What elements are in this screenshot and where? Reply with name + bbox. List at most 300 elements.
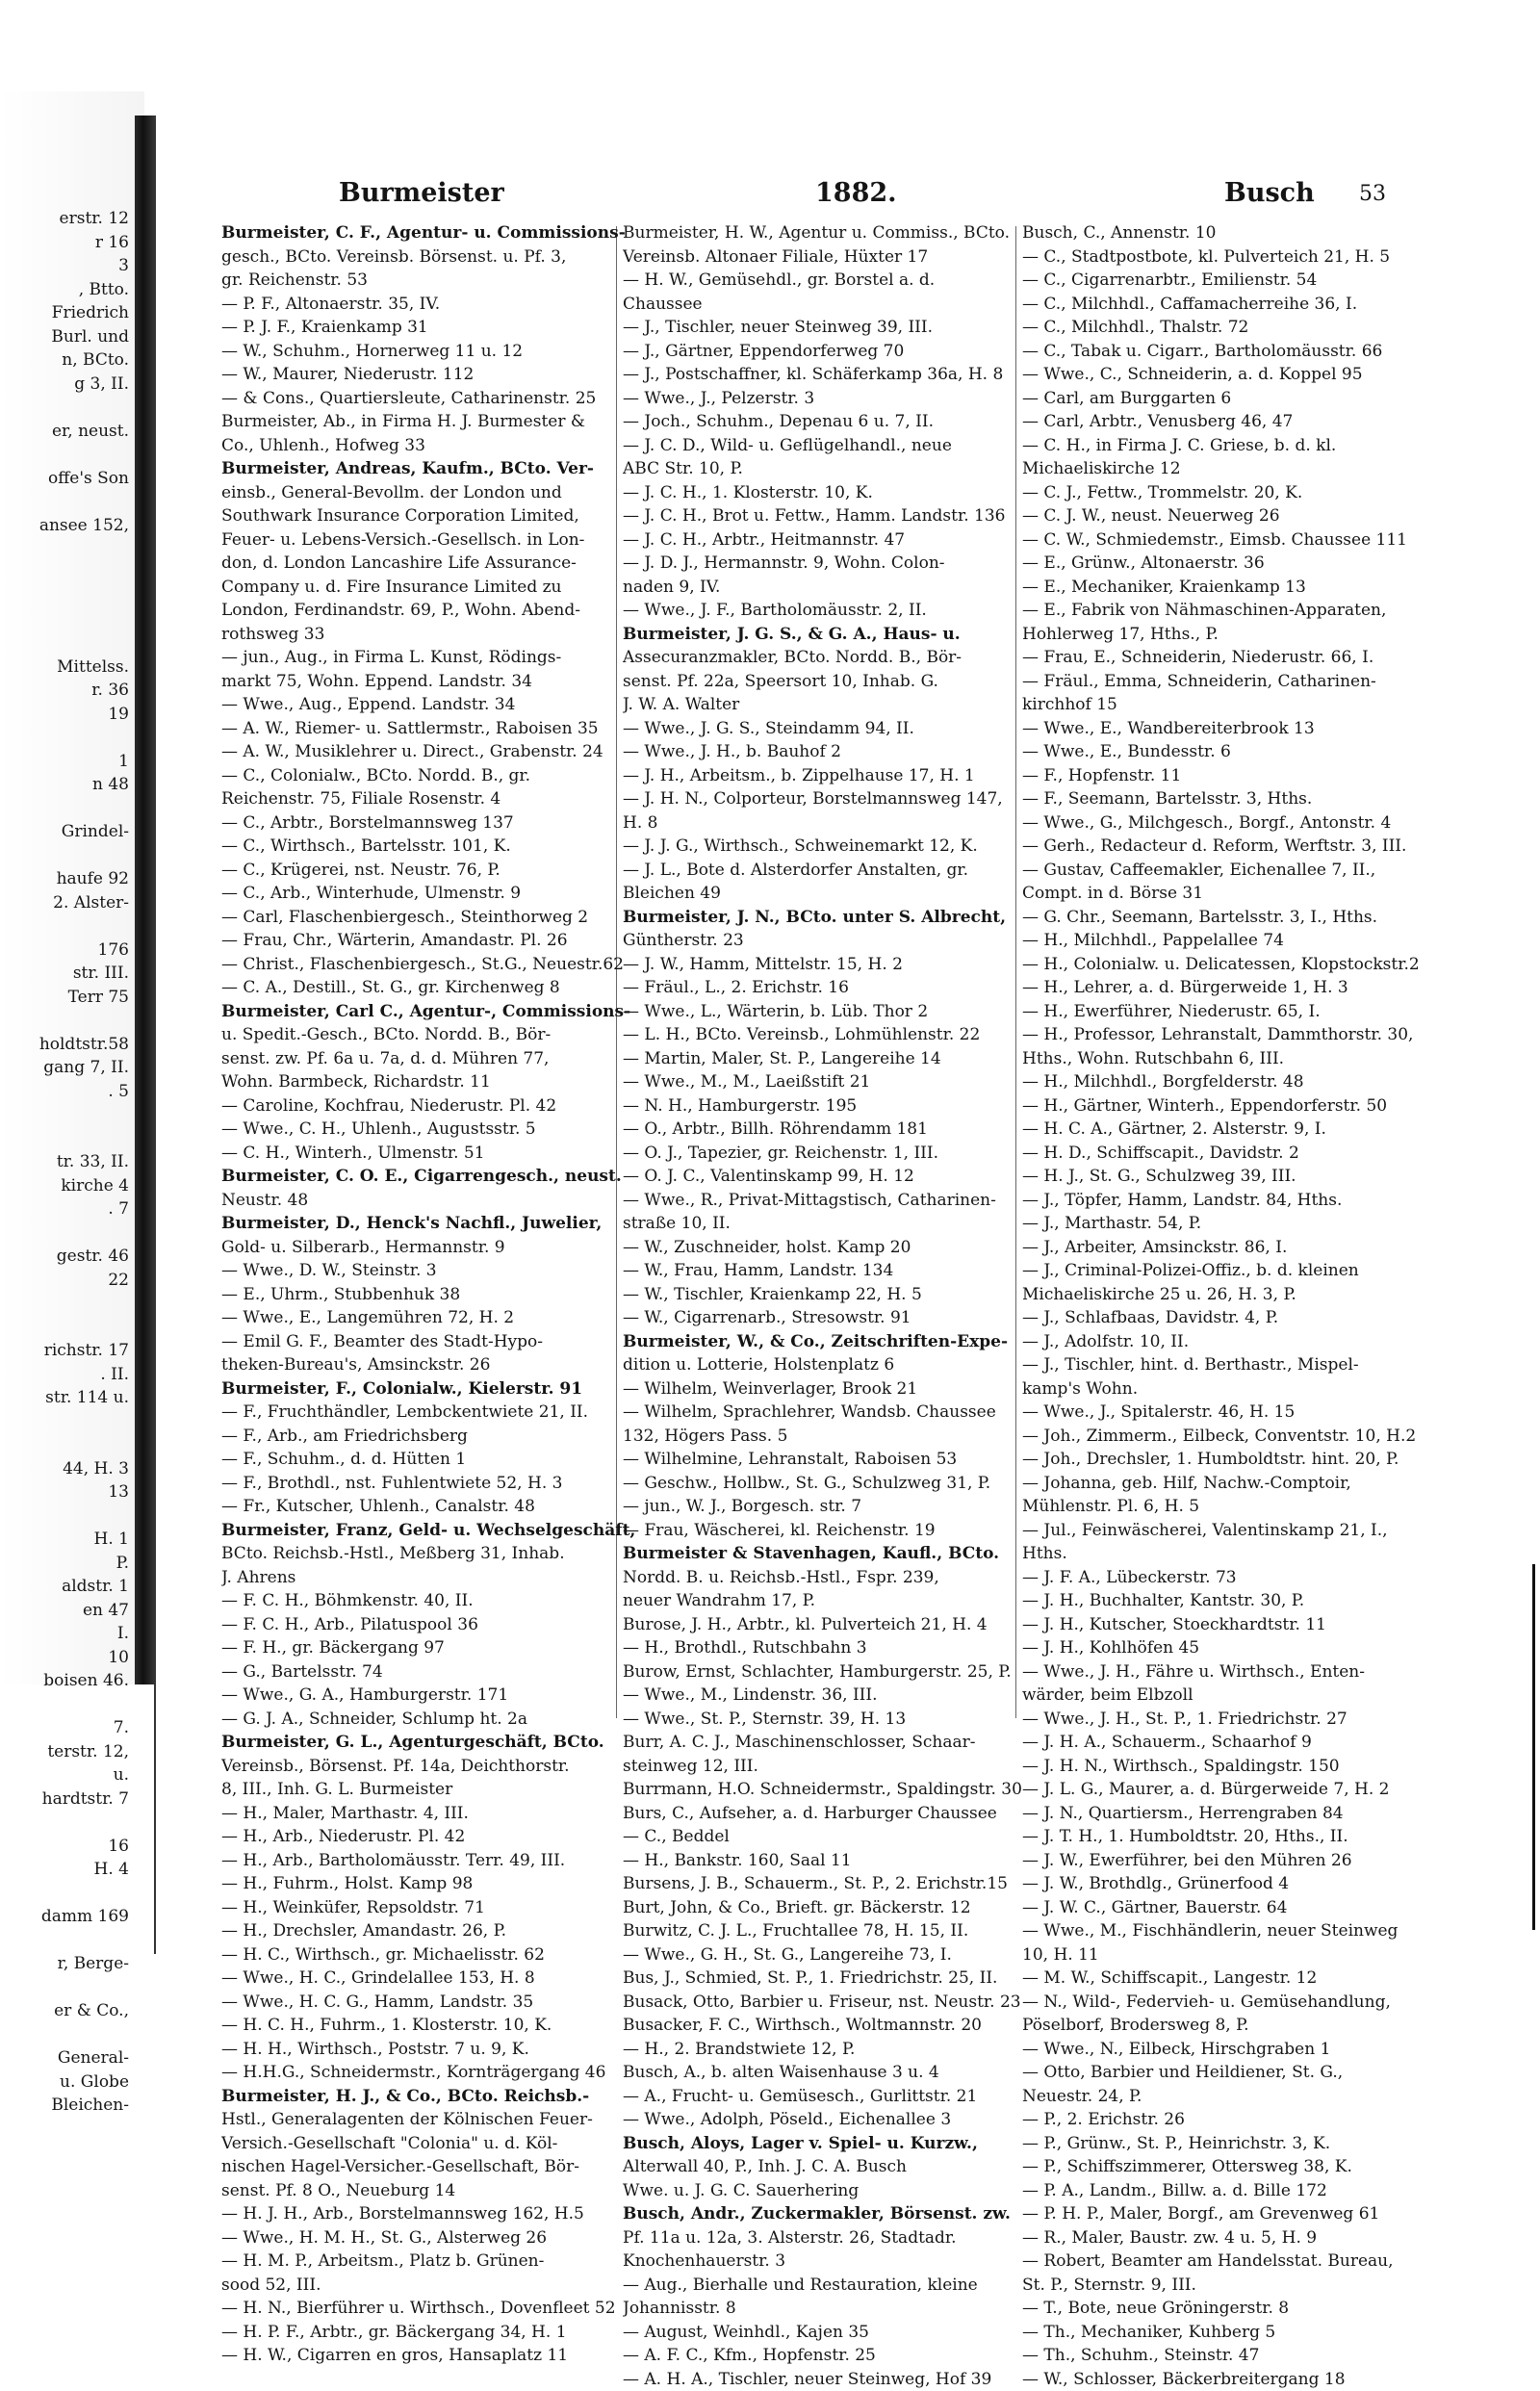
previous-page-line: ansee 152, [0,514,135,538]
directory-entry-line: — C., Wirthsch., Bartelsstr. 101, K. [221,835,659,859]
directory-entry-line: — H., Brothdl., Rutschbahn 3 [623,1636,1061,1660]
directory-entry-line: — H. N., Bierführer u. Wirthsch., Dovenfleet 52 [221,2297,659,2321]
previous-page-line: en 47 [0,1599,135,1623]
directory-entry-line: — N., Wild-, Federvieh- u. Gemüsehandlung, [1022,1991,1465,2015]
previous-page-line: 10 [0,1646,135,1670]
directory-entry-line: — J., Postschaffner, kl. Schäferkamp 36a, H. 8 [623,363,1061,387]
directory-entry-line: Wwe. u. J. G. C. Sauerhering [623,2179,1061,2203]
directory-entry-line: — J. H. N., Wirthsch., Spaldingstr. 150 [1022,1755,1465,1779]
directory-entry-line: — Wwe., G. H., St. G., Langereihe 73, I. [623,1943,1061,1967]
directory-entry-line: — Joh., Drechsler, 1. Humboldtstr. hint. 20, P. [1022,1448,1465,1472]
directory-entry-line: — Wwe., J., Pelzerstr. 3 [623,387,1061,411]
directory-entry-line: Hths. [1022,1542,1465,1566]
directory-entry-line: — Geschw., Hollbw., St. G., Schulzweg 31, P. [623,1472,1061,1496]
directory-entry-line: Busch, Andr., Zuckermakler, Börsenst. zw. [623,2202,1061,2226]
directory-entry-line: — J. L. G., Maurer, a. d. Bürgerweide 7, H. 2 [1022,1778,1465,1802]
previous-page-line: 19 [0,703,135,727]
directory-entry-line: straße 10, II. [623,1212,1061,1236]
directory-entry-line: — F. H., gr. Bäckergang 97 [221,1636,659,1660]
directory-entry-line: — P., 2. Erichstr. 26 [1022,2108,1465,2132]
directory-entry-line: — H., 2. Brandstwiete 12, P. [623,2038,1061,2062]
directory-entry-line: Hths., Wohn. Rutschbahn 6, III. [1022,1047,1465,1071]
previous-page-line: holdtstr.58 [0,1033,135,1057]
previous-page-line [0,797,135,821]
directory-entry-line: — Wilhelmine, Lehranstalt, Raboisen 53 [623,1448,1061,1472]
previous-page-line: offe's Son [0,467,135,491]
directory-entry-line: steinweg 12, III. [623,1755,1061,1779]
directory-entry-line: — Frau, E., Schneiderin, Niederustr. 66, I. [1022,646,1465,670]
previous-page-line [0,1292,135,1316]
directory-entry-line: — H. M. P., Arbeitsm., Platz b. Grünen- [221,2250,659,2274]
previous-page-line: Terr 75 [0,986,135,1010]
previous-page-line: 1 [0,750,135,774]
previous-page-line: u. [0,1763,135,1787]
directory-entry-line: — J., Tischler, hint. d. Berthastr., Mispel- [1022,1353,1465,1377]
directory-entry-line: — J. W., Hamm, Mittelstr. 15, H. 2 [623,953,1061,977]
directory-entry-line: — Wwe., C., Schneiderin, a. d. Koppel 95 [1022,363,1465,387]
directory-entry-line: — H. J., St. G., Schulzweg 39, III. [1022,1165,1465,1189]
directory-entry-line: Neuestr. 24, P. [1022,2085,1465,2109]
previous-page-line: 2. Alster- [0,891,135,915]
page-number: 53 [1359,182,1386,206]
directory-entry-line: — Wwe., M., Lindenstr. 36, III. [623,1684,1061,1708]
directory-entry-line: St. P., Sternstr. 9, III. [1022,2274,1465,2298]
directory-entry-line: Compt. in d. Börse 31 [1022,882,1465,906]
previous-page-line [0,396,135,420]
previous-page-line [0,2023,135,2047]
directory-entry-line: — Wwe., J. H., St. P., 1. Friedrichstr. 27 [1022,1708,1465,1732]
directory-entry-line: Burmeister, Andreas, Kaufm., BCto. Ver- [221,457,659,481]
directory-entry-line: — J. H. N., Colporteur, Borstelmannsweg 147, [623,787,1061,811]
directory-entry-line: Busack, Otto, Barbier u. Friseur, nst. Neustr. 23 [623,1991,1061,2015]
directory-entry-line: — Johanna, geb. Hilf, Nachw.-Comptoir, [1022,1472,1465,1496]
previous-page-line [0,914,135,938]
directory-entry-line: — C. W., Schmiedemstr., Eimsb. Chaussee 111 [1022,528,1465,553]
previous-page-line [0,1433,135,1457]
previous-page-line: tr. 33, II. [0,1150,135,1174]
directory-entry-line: kamp's Wohn. [1022,1377,1465,1401]
directory-entry-line: — J. W., Ewerführer, bei den Mühren 26 [1022,1849,1465,1873]
directory-entry-line: — J. F. A., Lübeckerstr. 73 [1022,1566,1465,1590]
directory-entry-line: — Wwe., J. G. S., Steindamm 94, II. [623,717,1061,741]
previous-page-line [0,1316,135,1340]
previous-page-line: haufe 92 [0,867,135,891]
directory-entry-line: — J., Criminal-Polizei-Offiz., b. d. kleinen [1022,1259,1465,1283]
directory-entry-line: — C., Krügerei, nst. Neustr. 76, P. [221,859,659,883]
previous-page-line [0,1882,135,1906]
previous-page-line: er, neust. [0,420,135,444]
previous-page-line [0,726,135,750]
previous-page-line: n 48 [0,773,135,797]
directory-entry-line: — J. C. H., 1. Klosterstr. 10, K. [623,481,1061,505]
directory-entry-line: — Wwe., J. H., Fähre u. Wirthsch., Enten- [1022,1660,1465,1684]
previous-page-line: r, Berge- [0,1952,135,1976]
previous-page-line [0,1221,135,1246]
directory-entry-line: Vereinsb. Altonaer Filiale, Hüxter 17 [623,245,1061,270]
directory-entry-line: Burmeister, G. L., Agenturgeschäft, BCto. [221,1731,659,1755]
directory-entry-line: Bursens, J. B., Schauerm., St. P., 2. Erichstr.15 [623,1872,1061,1896]
previous-page-column [0,207,135,2118]
directory-entry-line: — Otto, Barbier und Heildiener, St. G., [1022,2061,1465,2085]
directory-entry-line: — T., Bote, neue Gröningerstr. 8 [1022,2297,1465,2321]
directory-entry-line: — W., Maurer, Niederustr. 112 [221,363,659,387]
previous-page-line [0,1976,135,2000]
previous-page-line [0,1410,135,1434]
directory-entry-line: rothsweg 33 [221,623,659,647]
directory-entry-line: Company u. d. Fire Insurance Limited zu [221,576,659,600]
entries-column-3 [1022,221,1465,2391]
directory-entry-line: don, d. London Lancashire Life Assurance- [221,552,659,576]
margin-mark [1532,1564,1535,1930]
directory-entry-line: — Joh., Zimmerm., Eilbeck, Conventstr. 10, H.2 [1022,1425,1465,1449]
directory-entry-line: — C., Colonialw., BCto. Nordd. B., gr. [221,764,659,788]
directory-entry-line: Johannisstr. 8 [623,2297,1061,2321]
previous-page-line [0,537,135,561]
previous-page-line: 3 [0,254,135,278]
directory-entry-line: — A. H. A., Tischler, neuer Steinweg, Hof 39 [623,2368,1061,2391]
directory-entry-line: — W., Zuschneider, holst. Kamp 20 [623,1236,1061,1260]
directory-entry-line: — H. J. H., Arb., Borstelmannsweg 162, H.5 [221,2202,659,2226]
directory-entry-line: — W., Schuhm., Hornerweg 11 u. 12 [221,340,659,364]
directory-entry-line: — G., Bartelsstr. 74 [221,1660,659,1684]
directory-entry-line: — P., Grünw., St. P., Heinrichstr. 3, K. [1022,2132,1465,2156]
directory-entry-line: — H. C. H., Fuhrm., 1. Klosterstr. 10, K. [221,2014,659,2038]
previous-page-line: . 7 [0,1197,135,1221]
directory-entry-line: — Wwe., E., Wandbereiterbrook 13 [1022,717,1465,741]
directory-entry-line: Burrmann, H.O. Schneidermstr., Spaldingstr. 30 [623,1778,1061,1802]
book-gutter [135,116,156,1684]
directory-entry-line: Chaussee [623,293,1061,317]
previous-page-line: aldstr. 1 [0,1575,135,1599]
directory-entry-line: Güntherstr. 23 [623,929,1061,953]
previous-page-line: damm 169 [0,1905,135,1929]
previous-page-line [0,1811,135,1835]
directory-entry-line: — J. C. D., Wild- u. Geflügelhandl., neue [623,434,1061,458]
directory-entry-line: 132, Högers Pass. 5 [623,1425,1061,1449]
directory-entry-line: kirchhof 15 [1022,693,1465,717]
previous-page-line: gestr. 46 [0,1245,135,1269]
directory-entry-line: — W., Cigarrenarb., Stresowstr. 91 [623,1306,1061,1330]
directory-entry-line: — C., Beddel [623,1825,1061,1849]
directory-entry-line: Burmeister, D., Henck's Nachfl., Juwelier, [221,1212,659,1236]
previous-page-line: H. 1 [0,1528,135,1552]
directory-entry-line: — H. W., Cigarren en gros, Hansaplatz 11 [221,2344,659,2368]
directory-entry-line: — Wwe., Aug., Eppend. Landstr. 34 [221,693,659,717]
previous-page-line: 44, H. 3 [0,1457,135,1481]
directory-entry-line: — P. J. F., Kraienkamp 31 [221,316,659,340]
directory-entry-line: Busch, Aloys, Lager v. Spiel- u. Kurzw., [623,2132,1061,2156]
directory-entry-line: — J., Töpfer, Hamm, Landstr. 84, Hths. [1022,1189,1465,1213]
directory-entry-line: Hstl., Generalagenten der Kölnischen Feuer- [221,2108,659,2132]
directory-entry-line: sood 52, III. [221,2274,659,2298]
previous-page-line: gang 7, II. [0,1056,135,1080]
directory-entry-line: — Frau, Wäscherei, kl. Reichenstr. 19 [623,1519,1061,1543]
previous-page-line: hardtstr. 7 [0,1787,135,1812]
directory-entry-line: — W., Frau, Hamm, Landstr. 134 [623,1259,1061,1283]
previous-page-line: g 3, II. [0,373,135,397]
directory-entry-line: Michaeliskirche 12 [1022,457,1465,481]
previous-page-line: , Btto. [0,278,135,302]
directory-entry-line: Alterwall 40, P., Inh. J. C. A. Busch [623,2155,1061,2179]
previous-page-line: Burl. und [0,325,135,349]
previous-page-line [0,1504,135,1529]
directory-entry-line: — C., Arbtr., Borstelmannsweg 137 [221,811,659,836]
directory-entry-line: — W., Tischler, Kraienkamp 22, H. 5 [623,1283,1061,1307]
directory-entry-line: einsb., General-Bevollm. der London und [221,481,659,505]
directory-entry-line: Pöselborf, Brodersweg 8, P. [1022,2014,1465,2038]
directory-entry-line: — Wilhelm, Weinverlager, Brook 21 [623,1377,1061,1401]
directory-entry-line: 8, III., Inh. G. L. Burmeister [221,1778,659,1802]
directory-entry-line: — Wwe., H. C. G., Hamm, Landstr. 35 [221,1991,659,2015]
directory-entry-line: — Carl, Flaschenbiergesch., Steinthorweg 2 [221,906,659,930]
directory-entry-line: 10, H. 11 [1022,1943,1465,1967]
previous-page-line: kirche 4 [0,1174,135,1198]
directory-entry-line: Burmeister, C. F., Agentur- u. Commissions- [221,221,659,245]
directory-entry-line: — O. J. C., Valentinskamp 99, H. 12 [623,1165,1061,1189]
directory-entry-line: — Wwe., G. A., Hamburgerstr. 171 [221,1684,659,1708]
directory-entry-line: — L. H., BCto. Vereinsb., Lohmühlenstr. 22 [623,1023,1061,1047]
directory-entry-line: — Wwe., J. H., b. Bauhof 2 [623,740,1061,764]
previous-page-line: r 16 [0,231,135,255]
directory-entry-line: Burwitz, C. J. L., Fruchtallee 78, H. 15, II. [623,1919,1061,1943]
previous-page-line: er & Co., [0,1999,135,2023]
directory-entry-line: — Carl, am Burggarten 6 [1022,387,1465,411]
directory-entry-line: — J. D. J., Hermannstr. 9, Wohn. Colon- [623,552,1061,576]
directory-entry-line: — J. N., Quartiersm., Herrengraben 84 [1022,1802,1465,1826]
directory-entry-line: Reichenstr. 75, Filiale Rosenstr. 4 [221,787,659,811]
directory-entry-line: — O. J., Tapezier, gr. Reichenstr. 1, III. [623,1142,1061,1166]
directory-entry-line: — Fräul., Emma, Schneiderin, Catharinen- [1022,670,1465,694]
directory-entry-line: — E., Uhrm., Stubbenhuk 38 [221,1283,659,1307]
directory-entry-line: — H., Gärtner, Winterh., Eppendorferstr. 50 [1022,1094,1465,1118]
directory-entry-line: — H., Milchhdl., Pappelallee 74 [1022,929,1465,953]
directory-entry-line: — H., Lehrer, a. d. Bürgerweide 1, H. 3 [1022,976,1465,1000]
directory-entry-line: — H. H., Wirthsch., Poststr. 7 u. 9, K. [221,2038,659,2062]
previous-page-line [0,490,135,514]
directory-entry-line: — Fräul., L., 2. Erichstr. 16 [623,976,1061,1000]
directory-entry-line: senst. zw. Pf. 6a u. 7a, d. d. Mühren 77, [221,1047,659,1071]
directory-entry-line: — H., Fuhrm., Holst. Kamp 98 [221,1872,659,1896]
directory-entry-line: — Gustav, Caffeemakler, Eichenallee 7, II., [1022,859,1465,883]
directory-entry-line: — E., Mechaniker, Kraienkamp 13 [1022,576,1465,600]
directory-entry-line: Nordd. B. u. Reichsb.-Hstl., Fspr. 239, [623,1566,1061,1590]
directory-entry-line: — H., Colonialw. u. Delicatessen, Klopstockstr.2 [1022,953,1465,977]
directory-entry-line: Busch, A., b. alten Waisenhause 3 u. 4 [623,2061,1061,2085]
directory-entry-line: Burmeister, J. N., BCto. unter S. Albrecht, [623,906,1061,930]
previous-page-line: P. [0,1552,135,1576]
directory-entry-line: — Wwe., E., Langemühren 72, H. 2 [221,1306,659,1330]
directory-entry-line: Versich.-Gesellschaft "Colonia" u. d. Köl- [221,2132,659,2156]
previous-page-line [0,1009,135,1033]
previous-page-line: richstr. 17 [0,1339,135,1363]
directory-entry-line: — F. C. H., Böhmkenstr. 40, II. [221,1589,659,1613]
directory-entry-line: — J. C. H., Brot u. Fettw., Hamm. Landstr. 136 [623,504,1061,528]
directory-entry-line: — A. W., Musiklehrer u. Direct., Grabenstr. 24 [221,740,659,764]
directory-entry-line: Gold- u. Silberarb., Hermannstr. 9 [221,1236,659,1260]
directory-entry-line: — Wwe., R., Privat-Mittagstisch, Catharinen- [623,1189,1061,1213]
directory-entry-line: senst. Pf. 8 O., Neueburg 14 [221,2179,659,2203]
directory-entry-line: — Wwe., J., Spitalerstr. 46, H. 15 [1022,1401,1465,1425]
directory-entry-line: — H., Milchhdl., Borgfelderstr. 48 [1022,1070,1465,1094]
directory-entry-line: — P. H. P., Maler, Borgf., am Grevenweg 61 [1022,2202,1465,2226]
directory-entry-line: J. Ahrens [221,1566,659,1590]
previous-page-line: . II. [0,1363,135,1387]
directory-entry-line: — N. H., Hamburgerstr. 195 [623,1094,1061,1118]
directory-entry-line: — Wwe., C. H., Uhlenh., Augustsstr. 5 [221,1118,659,1142]
directory-entry-line: — August, Weinhdl., Kajen 35 [623,2321,1061,2345]
directory-entry-line: — H. D., Schiffscapit., Davidstr. 2 [1022,1142,1465,1166]
directory-entry-line: — J. J. G., Wirthsch., Schweinemarkt 12, K. [623,835,1061,859]
directory-entry-line: — J., Schlafbaas, Davidstr. 4, P. [1022,1306,1465,1330]
directory-entry-line: — jun., Aug., in Firma L. Kunst, Rödings- [221,646,659,670]
directory-entry-line: Burmeister, Carl C., Agentur-, Commissions- [221,1000,659,1024]
directory-entry-line: Burose, J. H., Arbtr., kl. Pulverteich 21, H. 4 [623,1613,1061,1637]
directory-entry-line: — C. H., in Firma J. C. Griese, b. d. kl. [1022,434,1465,458]
directory-entry-line: — H., Professor, Lehranstalt, Dammthorstr. 30, [1022,1023,1465,1047]
directory-entry-line: — Wwe., G., Milchgesch., Borgf., Antonstr. 4 [1022,811,1465,836]
directory-entry-line: neuer Wandrahm 17, P. [623,1589,1061,1613]
directory-entry-line: gesch., BCto. Vereinsb. Börsenst. u. Pf. 3, [221,245,659,270]
directory-entry-line: Busch, C., Annenstr. 10 [1022,221,1465,245]
directory-entry-line: — J., Gärtner, Eppendorferweg 70 [623,340,1061,364]
directory-entry-line: — C. H., Winterh., Ulmenstr. 51 [221,1142,659,1166]
directory-entry-line: — Wwe., M., Fischhändlerin, neuer Steinweg [1022,1919,1465,1943]
directory-entry-line: — Christ., Flaschenbiergesch., St.G., Neuestr.62 [221,953,659,977]
previous-page-line [0,1693,135,1717]
directory-entry-line: Burt, John, & Co., Brieft. gr. Bäckerstr. 12 [623,1896,1061,1920]
header-right-keyword: Busch [1224,178,1315,208]
directory-entry-line: Burmeister, H. J., & Co., BCto. Reichsb.- [221,2085,659,2109]
directory-entry-line: — J., Marthastr. 54, P. [1022,1212,1465,1236]
previous-page-line [0,631,135,656]
directory-entry-line: — H.H.G., Schneidermstr., Kornträgergang 46 [221,2061,659,2085]
directory-entry-line: — A. F. C., Kfm., Hopfenstr. 25 [623,2344,1061,2368]
directory-entry-line: — F., Schuhm., d. d. Hütten 1 [221,1448,659,1472]
directory-entry-line: — Wwe., N., Eilbeck, Hirschgraben 1 [1022,2038,1465,2062]
directory-entry-line: — Gerh., Redacteur d. Reform, Werftstr. 3, III. [1022,835,1465,859]
directory-entry-line: — Th., Mechaniker, Kuhberg 5 [1022,2321,1465,2345]
directory-entry-line: Burr, A. C. J., Maschinenschlosser, Schaar- [623,1731,1061,1755]
directory-entry-line: — Aug., Bierhalle und Restauration, kleine [623,2274,1061,2298]
directory-entry-line: — jun., W. J., Borgesch. str. 7 [623,1495,1061,1519]
directory-entry-line: Burs, C., Aufseher, a. d. Harburger Chaussee [623,1802,1061,1826]
previous-page-line: 13 [0,1480,135,1504]
directory-entry-line: Southwark Insurance Corporation Limited, [221,504,659,528]
directory-entry-line: — F., Seemann, Bartelsstr. 3, Hths. [1022,787,1465,811]
directory-entry-line: H. 8 [623,811,1061,836]
directory-entry-line: — H. P. F., Arbtr., gr. Bäckergang 34, H. 1 [221,2321,659,2345]
previous-page-line: str. 114 u. [0,1386,135,1410]
header-year: 1882. [815,178,897,208]
previous-page-line: Mittelss. [0,656,135,680]
directory-entry-line: Vereinsb., Börsenst. Pf. 14a, Deichthorstr. [221,1755,659,1779]
previous-page-line: 22 [0,1269,135,1293]
entries-column-1 [221,221,659,2368]
directory-entry-line: — H. C., Wirthsch., gr. Michaelisstr. 62 [221,1943,659,1967]
directory-entry-line: — J., Arbeiter, Amsinckstr. 86, I. [1022,1236,1465,1260]
directory-entry-line: — & Cons., Quartiersleute, Catharinenstr. 25 [221,387,659,411]
directory-entry-line: Feuer- u. Lebens-Versich.-Gesellsch. in Lon- [221,528,659,553]
directory-entry-line: — Fr., Kutscher, Uhlenh., Canalstr. 48 [221,1495,659,1519]
previous-page-line [0,561,135,585]
directory-entry-line: Busacker, F. C., Wirthsch., Woltmannstr. 20 [623,2014,1061,2038]
previous-page-line: 176 [0,938,135,963]
directory-entry-line: — E., Grünw., Altonaerstr. 36 [1022,552,1465,576]
previous-page-line: H. 4 [0,1858,135,1882]
directory-entry-line: — F., Hopfenstr. 11 [1022,764,1465,788]
directory-entry-line: BCto. Reichsb.-Hstl., Meßberg 31, Inhab. [221,1542,659,1566]
page-header [156,178,1513,217]
directory-entry-line: ABC Str. 10, P. [623,457,1061,481]
previous-page-line: u. Globe [0,2070,135,2095]
directory-entry-line: — G. Chr., Seemann, Bartelsstr. 3, I., Hths. [1022,906,1465,930]
directory-entry-line: — C., Arb., Winterhude, Ulmenstr. 9 [221,882,659,906]
directory-entry-line: — M. W., Schiffscapit., Langestr. 12 [1022,1967,1465,1991]
directory-entry-line: Burmeister, Franz, Geld- u. Wechselgeschäft, [221,1519,659,1543]
previous-page-line: Bleichen- [0,2094,135,2118]
directory-entry-line: Wohn. Barmbeck, Richardstr. 11 [221,1070,659,1094]
directory-entry-line: — Wwe., E., Bundesstr. 6 [1022,740,1465,764]
previous-page-line: . 5 [0,1080,135,1104]
directory-entry-line: — Wwe., Adolph, Pöseld., Eichenallee 3 [623,2108,1061,2132]
directory-entry-line: Bleichen 49 [623,882,1061,906]
directory-entry-line: theken-Bureau's, Amsinckstr. 26 [221,1353,659,1377]
previous-page-line: str. III. [0,962,135,986]
previous-page-line: I. [0,1622,135,1646]
previous-page-line: Grindel- [0,820,135,844]
directory-entry-line: nischen Hagel-Versicher.-Gesellschaft, Bör- [221,2155,659,2179]
directory-page [154,120,1513,1954]
previous-page-line [0,1103,135,1127]
directory-entry-line: — C. J. W., neust. Neuerweg 26 [1022,504,1465,528]
directory-entry-line: — C., Milchhdl., Thalstr. 72 [1022,316,1465,340]
directory-entry-line: gr. Reichenstr. 53 [221,269,659,293]
directory-entry-line: — P., Schiffszimmerer, Ottersweg 38, K. [1022,2155,1465,2179]
previous-page-line: 7. [0,1716,135,1740]
directory-entry-line: Hohlerweg 17, Hths., P. [1022,623,1465,647]
directory-entry-line: naden 9, IV. [623,576,1061,600]
directory-entry-line: — C. A., Destill., St. G., gr. Kirchenweg 8 [221,976,659,1000]
directory-entry-line: — G. J. A., Schneider, Schlump ht. 2a [221,1708,659,1732]
directory-entry-line: — Frau, Chr., Wärterin, Amandastr. Pl. 26 [221,929,659,953]
directory-entry-line: — C., Milchhdl., Caffamacherreihe 36, I. [1022,293,1465,317]
directory-entry-line: — Wwe., J. F., Bartholomäusstr. 2, II. [623,599,1061,623]
directory-entry-line: — W., Schlosser, Bäckerbreitergang 18 [1022,2368,1465,2391]
directory-entry-line: — Wwe., M., M., Laeißstift 21 [623,1070,1061,1094]
directory-entry-line: — A., Frucht- u. Gemüsesch., Gurlittstr. 21 [623,2085,1061,2109]
directory-entry-line: Mühlenstr. Pl. 6, H. 5 [1022,1495,1465,1519]
directory-entry-line: Bus, J., Schmied, St. P., 1. Friedrichstr. 25, II. [623,1967,1061,1991]
previous-page-line: n, BCto. [0,348,135,373]
directory-entry-line: u. Spedit.-Gesch., BCto. Nordd. B., Bör- [221,1023,659,1047]
directory-entry-line: — H., Drechsler, Amandastr. 26, P. [221,1919,659,1943]
previous-page-line [0,608,135,632]
previous-page-line: erstr. 12 [0,207,135,231]
directory-entry-line: Pf. 11a u. 12a, 3. Alsterstr. 26, Stadtadr. [623,2226,1061,2250]
directory-entry-line: London, Ferdinandstr. 69, P., Wohn. Abend- [221,599,659,623]
directory-entry-line: — H., Weinküfer, Repsoldstr. 71 [221,1896,659,1920]
previous-page-line [0,584,135,608]
directory-entry-line: Burmeister, Ab., in Firma H. J. Burmester & [221,410,659,434]
directory-entry-line: — J. L., Bote d. Alsterdorfer Anstalten, gr. [623,859,1061,883]
directory-entry-line: Burmeister & Stavenhagen, Kaufl., BCto. [623,1542,1061,1566]
directory-entry-line: Co., Uhlenh., Hofweg 33 [221,434,659,458]
directory-entry-line: Neustr. 48 [221,1189,659,1213]
previous-page-line: Friedrich [0,301,135,325]
directory-entry-line: — F., Fruchthändler, Lembckentwiete 21, II. [221,1401,659,1425]
directory-entry-line: — J. H., Kutscher, Stoeckhardtstr. 11 [1022,1613,1465,1637]
directory-entry-line: — Emil G. F., Beamter des Stadt-Hypo- [221,1330,659,1354]
